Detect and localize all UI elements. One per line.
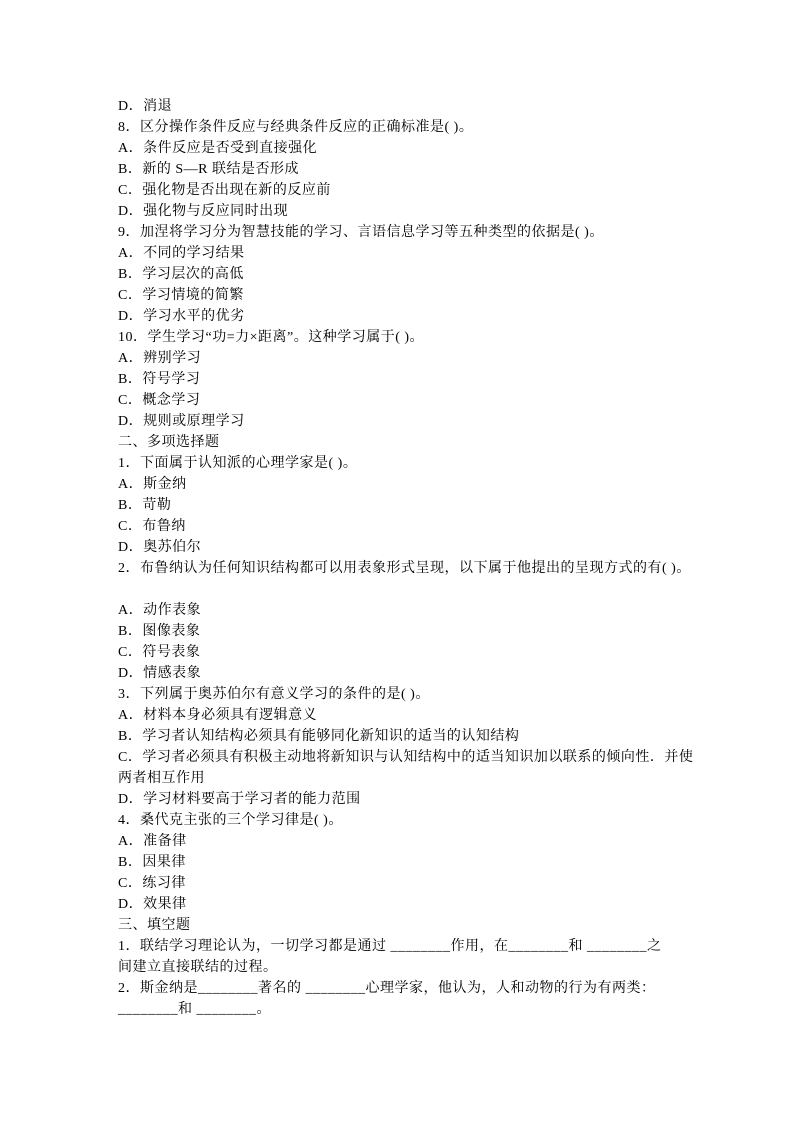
question-text: 2．布鲁纳认为任何知识结构都可以用表象形式呈现，以下属于他提出的呈现方式的有( )。 [118, 561, 691, 576]
option-text: A．斯金纳 [118, 477, 187, 492]
option-text: C．练习律 [118, 876, 186, 891]
option-text: D．情感表象 [118, 666, 202, 681]
question-text: 2．斯金纳是________著名的 ________心理学家，他认为，人和动物的行为有两类： [118, 981, 656, 996]
question-text: 10．学生学习“功=力×距离”。这种学习属于( )。 [118, 330, 425, 345]
option-text: D．奥苏伯尔 [118, 540, 202, 555]
option-text: B．学习层次的高低 [118, 267, 244, 282]
option-text: D．消退 [118, 99, 173, 114]
option-text: D．学习水平的优劣 [118, 309, 245, 324]
question-text: 3．下列属于奥苏伯尔有意义学习的条件的是( )。 [118, 687, 430, 702]
option-text: B．苛勒 [118, 498, 172, 513]
wrapped-line: ________和 ________。 [118, 1002, 271, 1017]
exam-content [118, 96, 694, 1020]
wrapped-line: 间建立直接联结的过程。 [118, 960, 278, 975]
wrapped-line: 两者相互作用 [118, 771, 205, 786]
question-text: 1．下面属于认知派的心理学家是( )。 [118, 456, 358, 471]
option-text: D．效果律 [118, 897, 187, 912]
section-heading: 三、填空题 [118, 918, 191, 933]
option-text: A．材料本身必须具有逻辑意义 [118, 708, 318, 723]
question-text: 8．区分操作条件反应与经典条件反应的正确标准是( )。 [118, 120, 474, 135]
option-text: B．图像表象 [118, 624, 201, 639]
option-text: D．学习材料要高于学习者的能力范围 [118, 792, 361, 807]
option-text: C．概念学习 [118, 393, 201, 408]
question-text: 1．联结学习理论认为，一切学习都是通过 ________作用，在________和 ________之 [118, 939, 662, 954]
option-text: C．布鲁纳 [118, 519, 186, 534]
option-text: A．准备律 [118, 834, 187, 849]
question-text: 4．桑代克主张的三个学习律是( )。 [118, 813, 343, 828]
question-text: 9．加涅将学习分为智慧技能的学习、言语信息学习等五种类型的依据是( )。 [118, 225, 604, 240]
option-text: A．动作表象 [118, 603, 202, 618]
option-text: B．符号学习 [118, 372, 201, 387]
blank-line [118, 579, 678, 600]
option-text: B．因果律 [118, 855, 186, 870]
option-text: C．强化物是否出现在新的反应前 [118, 183, 331, 198]
option-text: A．不同的学习结果 [118, 246, 245, 261]
option-text: C．学习者必须具有积极主动地将新知识与认知结构中的适当知识加以联系的倾向性．并使 [118, 750, 694, 765]
option-text: B．学习者认知结构必须具有能够同化新知识的适当的认知结构 [118, 729, 520, 744]
option-text: A．辨别学习 [118, 351, 202, 366]
option-text: B．新的 S—R 联结是否形成 [118, 162, 299, 177]
option-text: C．符号表象 [118, 645, 201, 660]
option-text: D．强化物与反应同时出现 [118, 204, 289, 219]
option-text: A．条件反应是否受到直接强化 [118, 141, 318, 156]
option-text: D．规则或原理学习 [118, 414, 245, 429]
option-text: C．学习情境的简繁 [118, 288, 244, 303]
section-heading: 二、多项选择题 [118, 435, 220, 450]
